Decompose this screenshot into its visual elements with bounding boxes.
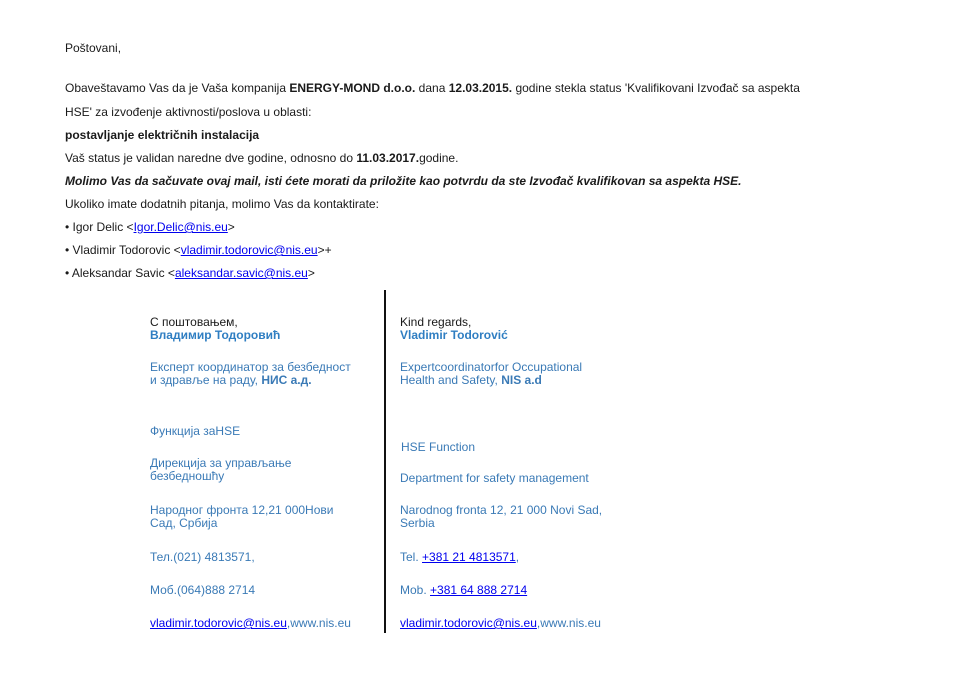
validity-prefix: Vaš status je validan naredne dve godine, odnosno do: [65, 151, 357, 165]
sig-left-regards: С поштовањем,: [150, 315, 238, 329]
notice-text: Molimo Vas da sačuvate ovaj mail, isti ćete morati da priložite kao potvrdu da ste Izvođač kvalifikovan sa aspekta HSE.: [65, 174, 742, 188]
sig-left-org: НИС а.д.: [261, 373, 312, 387]
sig-left-web-link[interactable]: www.nis.eu: [290, 616, 351, 630]
contact-name: • Vladimir Todorovic <: [65, 243, 181, 257]
activity-area: [65, 127, 259, 143]
sig-left-tel: Тел.(021) 4813571,: [150, 550, 255, 564]
sig-left-address-line2: Сад, Србија: [150, 516, 218, 530]
contact-email-link[interactable]: aleksandar.savic@nis.eu: [174, 266, 308, 280]
status-text-mid: dana: [415, 81, 449, 95]
sig-right-org: NIS a.d: [501, 373, 542, 387]
signature-divider: [384, 290, 386, 633]
sig-right-sep: ,: [536, 616, 541, 630]
contact-item: [65, 265, 315, 281]
valid-until-date: 11.03.2017.: [356, 151, 420, 165]
sig-right-links: [400, 617, 601, 630]
sig-right-mob: [400, 584, 527, 597]
sig-right-regards: Kind regards,: [400, 315, 472, 329]
sig-right-web-link[interactable]: www.nis.eu: [540, 616, 601, 630]
validity-line: [65, 150, 458, 166]
sig-left-sep: ,: [286, 616, 291, 630]
sig-right-title: Expertcoordinatorfor Occupational: [400, 360, 583, 374]
sig-left-title-line2: [150, 374, 312, 387]
sig-right-tel-link[interactable]: +381 21 4813571: [422, 550, 516, 564]
contact-name: • Igor Delic <: [65, 220, 134, 234]
sig-right-function: HSE Function: [401, 440, 476, 454]
sig-left-mob: Моб.(064)888 2714: [150, 583, 256, 597]
sig-right-email-link[interactable]: vladimir.todorovic@nis.eu: [400, 616, 537, 630]
save-mail-notice: [65, 173, 741, 189]
contact-intro: Ukoliko imate dodatnih pitanja, molimo Vas da kontaktirate:: [65, 197, 379, 211]
sig-left-dept: Дирекција за управљање: [150, 456, 292, 470]
contact-item: [65, 219, 235, 235]
sig-right-address-line2: Serbia: [400, 516, 435, 530]
sig-left-function: Функција заHSE: [150, 424, 241, 438]
paragraph-status-line2: HSE' za izvođenje aktivnosti/poslova u oblasti:: [65, 105, 312, 119]
sig-right-address: Narodnog fronta 12, 21 000 Novi Sad,: [400, 503, 603, 517]
contact-email-link[interactable]: vladimir.todorovic@nis.eu: [180, 243, 318, 257]
sig-right-tel-prefix: Tel.: [400, 550, 423, 564]
sig-left-links: [150, 617, 351, 630]
paragraph-status: [65, 80, 800, 96]
greeting: Poštovani,: [65, 41, 122, 55]
status-text-suffix: godine stekla status 'Kvalifikovani Izvođač sa aspekta: [512, 81, 800, 95]
contact-name: • Aleksandar Savic <: [65, 266, 175, 280]
sig-left-dept-line2: безбедношћу: [150, 469, 225, 483]
contact-email-link[interactable]: Igor.Delic@nis.eu: [133, 220, 228, 234]
status-text-prefix: Obaveštavamo Vas da je Vaša kompanija: [65, 81, 290, 95]
sig-left-address: Народног фронта 12,21 000Нови: [150, 503, 334, 517]
sig-left-name: Владимир Тодоровић: [150, 328, 281, 342]
contact-suffix: >: [307, 266, 315, 280]
sig-right-dept: Department for safety management: [400, 471, 589, 485]
activity-text: postavljanje električnih instalacija: [65, 128, 260, 142]
contact-suffix: >+: [317, 243, 332, 257]
sig-left-title: Експерт координатор за безбедност: [150, 360, 351, 374]
sig-right-mob-link[interactable]: +381 64 888 2714: [430, 583, 528, 597]
sig-right-title-line2-text: Health and Safety,: [400, 373, 502, 387]
contact-item: [65, 242, 332, 258]
date-granted: 12.03.2015.: [448, 81, 513, 95]
contact-suffix: >: [227, 220, 235, 234]
sig-right-tel: [400, 551, 519, 564]
sig-left-email-link[interactable]: vladimir.todorovic@nis.eu: [150, 616, 287, 630]
sig-right-name: Vladimir Todorović: [400, 328, 508, 342]
sig-right-mob-prefix: Mob.: [400, 583, 431, 597]
sig-right-tel-suffix: ,: [515, 550, 520, 564]
sig-left-title-line2-text: и здравље на раду,: [150, 373, 262, 387]
company-name: ENERGY-MOND d.o.o.: [289, 81, 416, 95]
sig-right-title-line2: [400, 374, 542, 387]
validity-suffix: godine.: [419, 151, 459, 165]
